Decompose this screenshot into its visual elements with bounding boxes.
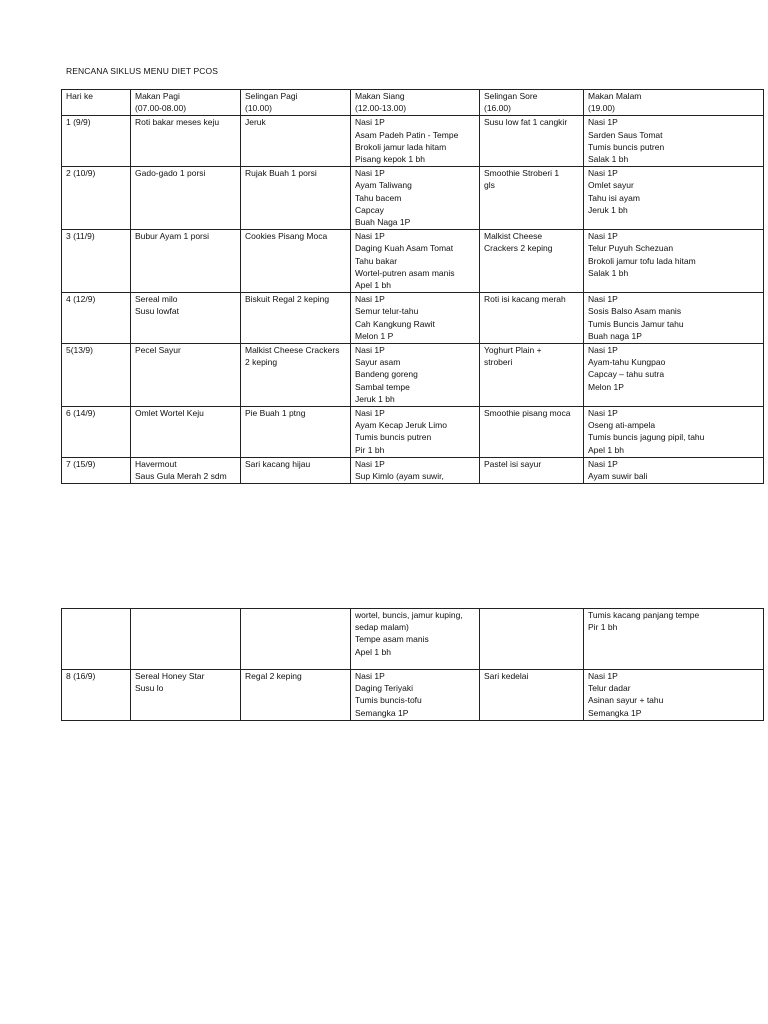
cell-breakfast — [131, 230, 241, 293]
cell-text: 4 (12/9) — [66, 294, 96, 305]
cell-text: Nasi 1P — [355, 671, 385, 681]
cell-text: Sayur asam — [355, 357, 401, 368]
cell-text: Cah Kangkung Rawit — [355, 318, 435, 329]
cell-breakfast — [131, 90, 241, 116]
cell-text: Yoghurt Plain + — [484, 345, 542, 356]
cell-dinner — [584, 609, 764, 670]
cell-text: Susu lowfat — [135, 306, 179, 317]
cell-text: Nasi 1P — [355, 117, 385, 128]
cell-morning-snack — [241, 670, 351, 721]
cell-text: Omlet sayur — [588, 180, 634, 191]
cell-text: Pecel Sayur — [135, 345, 181, 356]
cell-morning-snack — [241, 90, 351, 116]
cell-text: Semangka 1P — [355, 707, 409, 718]
cell-text: Capcay – tahu sutra — [588, 369, 665, 380]
cell-dinner — [584, 407, 764, 458]
cell-dinner — [584, 230, 764, 293]
cell-text: stroberi — [484, 357, 513, 368]
cell-text: Nasi 1P — [355, 345, 385, 356]
cell-text: 7 (15/9) — [66, 458, 96, 469]
cell-text: Tahu bacem — [355, 192, 402, 203]
cell-morning-snack — [241, 609, 351, 670]
cell-text: Omlet Wortel Keju — [135, 408, 204, 419]
cell-day — [62, 670, 131, 721]
cell-text: Telur Puyuh Schezuan — [588, 243, 674, 254]
cell-breakfast — [131, 407, 241, 458]
cell-text: Smoothie pisang moca — [484, 408, 571, 419]
cell-text: Sambal tempe — [355, 381, 410, 392]
cell-text: (12.00-13.00) — [355, 103, 407, 114]
cell-day — [62, 344, 131, 407]
cell-afternoon-snack — [480, 230, 584, 293]
cell-afternoon-snack — [480, 167, 584, 230]
cell-text: Tahu bakar — [355, 255, 398, 266]
cell-text: Nasi 1P — [588, 408, 618, 419]
cell-breakfast — [131, 293, 241, 344]
cell-text: Capcay — [355, 204, 384, 215]
table-row — [62, 609, 764, 670]
cell-text: (07.00-08.00) — [135, 103, 187, 114]
cell-text: Ayam Kecap Jeruk Limo — [355, 420, 447, 431]
cell-text: Tumis kacang panjang tempe — [588, 610, 700, 620]
cell-text: Cookies Pisang Moca — [245, 231, 328, 242]
cell-lunch — [351, 609, 480, 670]
cell-text: Asam Padeh Patin - Tempe — [355, 129, 459, 140]
cell-text: Jeruk 1 bh — [588, 204, 628, 215]
cell-text: Tumis buncis-tofu — [355, 695, 422, 706]
cell-breakfast — [131, 670, 241, 721]
cell-text: Nasi 1P — [588, 345, 618, 356]
table-row — [62, 230, 764, 293]
document-title: RENCANA SIKLUS MENU DIET PCOS — [66, 66, 218, 76]
cell-text: 8 (16/9) — [66, 671, 96, 681]
cell-text: Susu low fat 1 cangkir — [484, 117, 568, 128]
cell-text: Nasi 1P — [588, 168, 618, 179]
cell-text: Jeruk 1 bh — [355, 393, 395, 404]
cell-morning-snack — [241, 116, 351, 167]
cell-text: Bubur Ayam 1 porsi — [135, 231, 210, 242]
cell-day — [62, 167, 131, 230]
cell-text: Malkist Cheese — [484, 231, 543, 242]
cell-text: 5(13/9) — [66, 345, 93, 356]
cell-day — [62, 116, 131, 167]
cell-text: Telur dadar — [588, 683, 631, 694]
cell-dinner — [584, 167, 764, 230]
cell-text: Sereal Honey Star — [135, 671, 205, 681]
menu-table-continued — [61, 608, 764, 721]
cell-text: Regal 2 keping — [245, 671, 302, 681]
cell-day — [62, 407, 131, 458]
cell-day — [62, 90, 131, 116]
cell-text: Roti isi kacang merah — [484, 294, 566, 305]
cell-text: Jeruk — [245, 117, 266, 128]
cell-text: Sari kacang hijau — [245, 458, 311, 469]
cell-dinner — [584, 116, 764, 167]
cell-text: Semangka 1P — [588, 707, 642, 718]
cell-lunch — [351, 344, 480, 407]
cell-text: Bandeng goreng — [355, 369, 418, 380]
cell-text: Hari ke — [66, 91, 93, 101]
cell-text: Ayam-tahu Kungpao — [588, 357, 666, 368]
cell-text: Nasi 1P — [355, 231, 385, 242]
cell-day — [62, 293, 131, 344]
cell-text: Sereal milo — [135, 294, 178, 305]
cell-lunch — [351, 167, 480, 230]
cell-lunch — [351, 293, 480, 344]
cell-text: Pisang kepok 1 bh — [355, 154, 425, 165]
cell-text: (16.00) — [484, 103, 511, 114]
cell-morning-snack — [241, 293, 351, 344]
cell-text: 6 (14/9) — [66, 408, 96, 419]
cell-text: Salak 1 bh — [588, 154, 629, 165]
cell-text: Melon 1 P — [355, 330, 394, 341]
cell-text: Buah Naga 1P — [355, 217, 411, 228]
cell-text: Apel 1 bh — [588, 444, 624, 455]
cell-breakfast — [131, 457, 241, 483]
cell-text: (10.00) — [245, 103, 272, 114]
cell-text: Wortel-putren asam manis — [355, 267, 455, 278]
table-row — [62, 407, 764, 458]
cell-text: sedap malam) — [355, 622, 409, 633]
cell-dinner — [584, 670, 764, 721]
cell-morning-snack — [241, 230, 351, 293]
cell-text: Selingan Pagi — [245, 91, 298, 101]
cell-text: Nasi 1P — [588, 458, 618, 469]
cell-text: Malkist Cheese Crackers — [245, 345, 340, 356]
cell-text: Nasi 1P — [355, 168, 385, 179]
cell-text: 2 keping — [245, 357, 278, 368]
cell-text: Tumis Buncis Jamur tahu — [588, 318, 684, 329]
cell-text: Susu lo — [135, 683, 164, 694]
table-row — [62, 293, 764, 344]
cell-text: Nasi 1P — [588, 671, 618, 681]
cell-text: gls — [484, 180, 495, 191]
cell-afternoon-snack — [480, 90, 584, 116]
table-row — [62, 457, 764, 483]
cell-day — [62, 609, 131, 670]
cell-dinner — [584, 90, 764, 116]
cell-afternoon-snack — [480, 609, 584, 670]
cell-day — [62, 457, 131, 483]
cell-text: Buah naga 1P — [588, 330, 642, 341]
cell-dinner — [584, 344, 764, 407]
cell-text: Daging Kuah Asam Tomat — [355, 243, 454, 254]
cell-afternoon-snack — [480, 670, 584, 721]
cell-dinner — [584, 293, 764, 344]
cell-text: Sosis Balso Asam manis — [588, 306, 682, 317]
cell-text: Selingan Sore — [484, 91, 538, 101]
cell-text: Oseng ati-ampela — [588, 420, 656, 431]
cell-text: Rujak Buah 1 porsi — [245, 168, 317, 179]
cell-afternoon-snack — [480, 457, 584, 483]
cell-breakfast — [131, 167, 241, 230]
cell-text: Apel 1 bh — [355, 280, 391, 291]
table-row — [62, 344, 764, 407]
cell-text: Biskuit Regal 2 keping — [245, 294, 330, 305]
cell-text: 2 (10/9) — [66, 168, 96, 179]
cell-text: Semur telur-tahu — [355, 306, 419, 317]
cell-lunch — [351, 457, 480, 483]
cell-text: Tahu isi ayam — [588, 192, 640, 203]
cell-text: Makan Malam — [588, 91, 642, 101]
cell-lunch — [351, 407, 480, 458]
cell-text: Makan Pagi — [135, 91, 180, 101]
cell-text: Nasi 1P — [355, 294, 385, 305]
cell-text: Pir 1 bh — [355, 444, 385, 455]
cell-text: wortel, buncis, jamur kuping, — [355, 610, 463, 620]
cell-day — [62, 230, 131, 293]
cell-text: Nasi 1P — [588, 294, 618, 305]
cell-text: Pie Buah 1 ptng — [245, 408, 306, 419]
cell-breakfast — [131, 609, 241, 670]
cell-text: 3 (11/9) — [66, 231, 95, 242]
cell-text: Sari kedelai — [484, 671, 529, 681]
cell-text: Sarden Saus Tomat — [588, 129, 663, 140]
cell-text: Melon 1P — [588, 381, 624, 392]
cell-morning-snack — [241, 407, 351, 458]
table-row — [62, 116, 764, 167]
cell-text: Ayam Taliwang — [355, 180, 412, 191]
cell-morning-snack — [241, 457, 351, 483]
table-row — [62, 167, 764, 230]
cell-text: Roti bakar meses keju — [135, 117, 220, 128]
table-row — [62, 670, 764, 721]
cell-text: Makan Siang — [355, 91, 405, 101]
cell-lunch — [351, 116, 480, 167]
cell-text: Ayam suwir bali — [588, 471, 648, 482]
cell-text: Apel 1 bh — [355, 646, 391, 657]
cell-text: Smoothie Stroberi 1 — [484, 168, 560, 179]
header-row — [62, 90, 764, 116]
cell-text: Havermout — [135, 458, 177, 469]
cell-text: Nasi 1P — [588, 231, 618, 242]
cell-afternoon-snack — [480, 116, 584, 167]
cell-text: Gado-gado 1 porsi — [135, 168, 206, 179]
cell-text: Tumis buncis putren — [355, 432, 432, 443]
cell-lunch — [351, 90, 480, 116]
cell-morning-snack — [241, 167, 351, 230]
cell-breakfast — [131, 116, 241, 167]
cell-text: Tumis buncis putren — [588, 141, 665, 152]
cell-breakfast — [131, 344, 241, 407]
cell-text: Crackers 2 keping — [484, 243, 553, 254]
cell-text: Tempe asam manis — [355, 634, 429, 645]
cell-text: Asinan sayur + tahu — [588, 695, 664, 706]
cell-text: Brokoli jamur tofu lada hitam — [588, 255, 696, 266]
cell-text: 1 (9/9) — [66, 117, 91, 128]
cell-afternoon-snack — [480, 407, 584, 458]
cell-text: Tumis buncis jagung pipil, tahu — [588, 432, 705, 443]
cell-text: (19.00) — [588, 103, 615, 114]
cell-dinner — [584, 457, 764, 483]
cell-afternoon-snack — [480, 344, 584, 407]
cell-text: Nasi 1P — [588, 117, 618, 128]
cell-afternoon-snack — [480, 293, 584, 344]
cell-text: Nasi 1P — [355, 408, 385, 419]
menu-table — [61, 89, 764, 484]
cell-text: Salak 1 bh — [588, 267, 629, 278]
cell-lunch — [351, 230, 480, 293]
cell-text: Brokoli jamur lada hitam — [355, 141, 447, 152]
cell-text: Pir 1 bh — [588, 622, 618, 633]
cell-text: Sup Kimlo (ayam suwir, — [355, 471, 444, 482]
cell-text: Pastel isi sayur — [484, 458, 542, 469]
cell-text: Saus Gula Merah 2 sdm — [135, 471, 227, 482]
cell-morning-snack — [241, 344, 351, 407]
cell-lunch — [351, 670, 480, 721]
cell-text: Daging Teriyaki — [355, 683, 413, 694]
cell-text: Nasi 1P — [355, 458, 385, 469]
